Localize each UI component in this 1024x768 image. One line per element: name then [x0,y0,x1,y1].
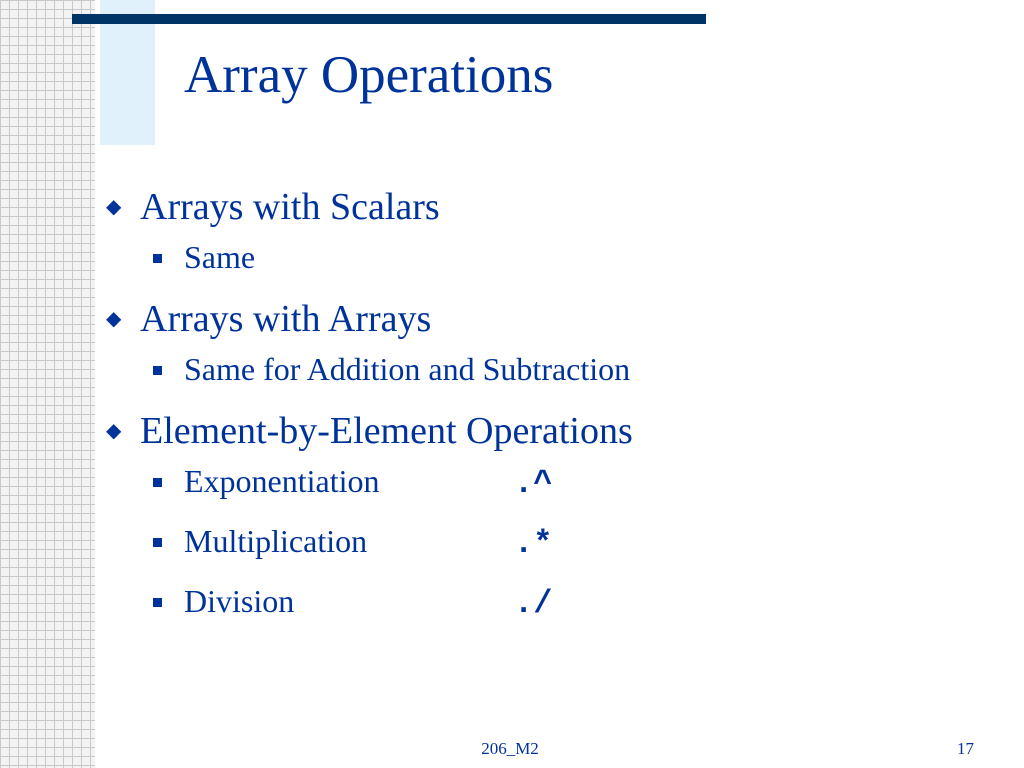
diamond-icon: ◆ [106,308,122,330]
sub-bullet-item [104,460,984,505]
sub-bullet-text: Exponentiation [184,463,380,499]
operator-code: .* [514,525,553,562]
sub-bullet-item [104,348,984,390]
bullet-text: Element-by-Element Operations [140,410,633,452]
grid-background-strip [0,0,95,768]
operator-code: ./ [514,585,553,622]
title-rule [72,14,706,24]
diamond-icon: ◆ [106,420,122,442]
bullet-text: Arrays with Arrays [140,298,432,340]
bullet-item [104,182,984,232]
square-icon [153,598,162,607]
sub-bullet-item [104,520,984,565]
square-icon [153,254,162,263]
sub-bullet-item [104,580,984,625]
sub-bullet-text: Division [184,583,295,619]
bullet-list [104,182,984,625]
bullet-text: Arrays with Scalars [140,186,440,228]
operator-code: .^ [514,465,553,502]
diamond-icon: ◆ [106,196,122,218]
square-icon [153,366,162,375]
sub-bullet-item [104,236,984,278]
square-icon [153,478,162,487]
page-number: 17 [957,739,974,758]
square-icon [153,538,162,547]
sub-bullet-text: Same [184,239,256,275]
footer-label: 206_M2 [481,739,539,758]
slide-title: Array Operations [184,46,554,104]
bullet-item [104,406,984,456]
sub-bullet-text: Same for Addition and Subtraction [184,351,631,387]
sub-bullet-text: Multiplication [184,523,368,559]
bullet-item [104,294,984,344]
